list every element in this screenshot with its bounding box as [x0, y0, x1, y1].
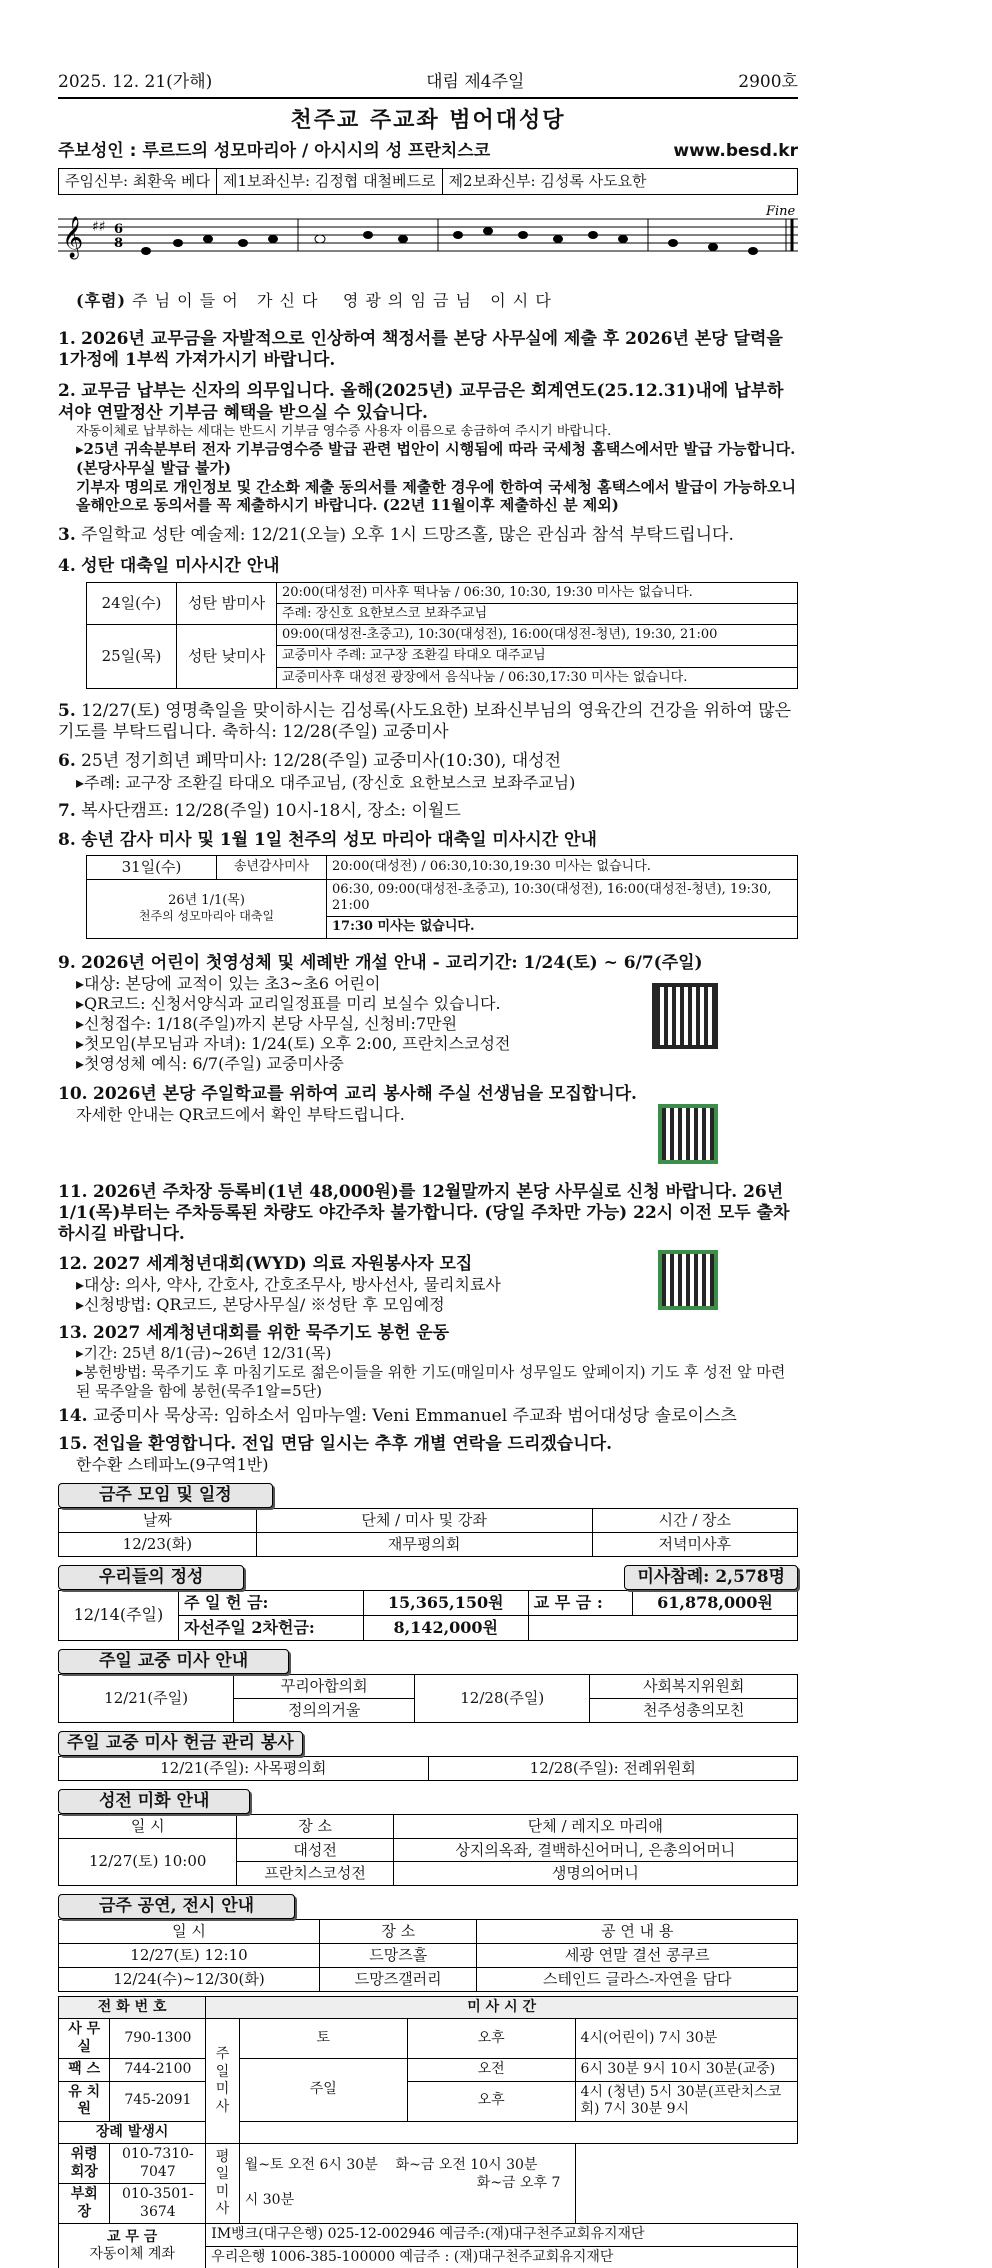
table-cell: 스테인드 글라스-자연을 담다 [477, 1967, 798, 1991]
table-cell: 세광 연말 결선 콩쿠르 [477, 1944, 798, 1968]
svg-text:8: 8 [114, 235, 124, 251]
table-cell: 12/14(주일) [59, 1590, 179, 1640]
cell-line: 월~토 오전 6시 30분 [244, 2157, 378, 2174]
table-header: 단체 / 레지오 마리애 [393, 1814, 797, 1838]
notice-number: 8. [58, 829, 76, 850]
table-row [59, 1756, 798, 1780]
table-cell: 4시 (청년) 5시 30분(프란치스코회) 7시 30분 9시 [575, 2081, 797, 2121]
table-cell: 12/21(주일) [59, 1675, 234, 1723]
table-cell: 팩 스 [59, 2059, 110, 2082]
table-cell: 61,878,000원 [632, 1590, 797, 1615]
table-row [87, 879, 798, 917]
notice-item [58, 1434, 798, 1475]
table-row [59, 2019, 798, 2059]
table-cell: 송년감사미사 [217, 856, 327, 880]
section-title: 금주 공연, 전시 안내 [58, 1894, 295, 1919]
table-cell: 사회복지위원회 [590, 1675, 798, 1699]
table-cell: 8,142,000원 [363, 1615, 528, 1640]
table-cell: 저녁미사후 [592, 1532, 797, 1556]
cell-line: 자동이체 계좌 [89, 2246, 175, 2262]
table-row [59, 1996, 798, 2019]
section-title: 금주 모임 및 일정 [58, 1483, 273, 1508]
notice-number: 15. [58, 1433, 88, 1454]
table-row [59, 2144, 798, 2184]
notice-sub: ▸대상: 의사, 약사, 간호사, 간호조무사, 방사선사, 물리치료사 [76, 1274, 501, 1294]
cell-line: 26년 1/1(목) [168, 893, 245, 908]
notice-sub: ▸신청방법: QR코드, 본당사무실/ ※성탄 후 모임예정 [76, 1294, 445, 1314]
svg-text:♯♯: ♯♯ [92, 218, 106, 235]
notice-text: 2026년 교무금을 자발적으로 인상하여 책정서를 본당 사무실에 제출 후 2026년 본당 달력을 1가정에 1부씩 가져가시기 바랍니다. [58, 328, 783, 370]
table-cell: 24일(수) [87, 582, 177, 625]
table-row [59, 1590, 798, 1615]
liturgical-week: 대림 제4주일 [426, 72, 525, 92]
notice-text: 성탄 대축일 미사시간 안내 [81, 556, 280, 577]
music-staff [58, 205, 798, 283]
table-cell: 성탄 낮미사 [177, 625, 277, 689]
notice-item [58, 953, 798, 1074]
patron-saints: 주보성인 : 루르드의 성모마리아 / 아시시의 성 프란치스코 [58, 140, 491, 161]
qr-code-icon[interactable] [652, 983, 718, 1049]
notice-text: 2027 세계청년대회를 위한 묵주기도 봉헌 운동 [92, 1322, 450, 1343]
cleaning-table [58, 1814, 798, 1886]
table-cell: 드망즈홀 [320, 1944, 477, 1968]
notice-sub: 자동이체로 납부하는 세대는 반드시 기부금 영수증 사용자 이름으로 송금하여 주시기 바랍니다. [76, 423, 612, 439]
qr-code-icon[interactable] [658, 1104, 718, 1164]
notice-sub: ▸첫모임(부모님과 자녀): 1/24(토) 오후 2:00, 프란치스코성전 [76, 1033, 511, 1053]
table-cell: 주례: 장신호 요한보스코 보좌주교님 [277, 603, 798, 624]
section-title: 성전 미화 안내 [58, 1789, 250, 1814]
table-cell: 12/28(주일): 전례위원회 [428, 1756, 798, 1780]
table-cell [206, 2144, 240, 2224]
christmas-mass-table [86, 582, 798, 689]
table-cell: 성탄 밤미사 [177, 582, 277, 625]
notice-sub: 자세한 안내는 QR코드에서 확인 부탁드립니다. [76, 1105, 405, 1124]
table-cell: 745-2091 [110, 2081, 206, 2121]
notice-sub: 기부자 명의로 개인정보 및 간소화 제출 동의서를 제출한 경우에 한하여 국세청 홈택스에서 발급이 가능하오니 올해안으로 동의서를 꼭 제출하시기 바랍니다. (22년 11월이후 제출하신 분 제외) [76, 477, 796, 515]
table-header: 일 시 [59, 1920, 320, 1944]
table-header: 장 소 [237, 1814, 393, 1838]
issue-date: 2025. 12. 21(가해) [58, 72, 213, 92]
table-cell [206, 2019, 240, 2144]
table-header: 장 소 [320, 1920, 477, 1944]
choir-table [58, 1674, 798, 1723]
cell-line: 미사 [215, 2183, 230, 2217]
table-cell: 12/28(주일) [415, 1675, 590, 1723]
newyear-mass-table [86, 855, 798, 939]
notice-item [58, 1254, 798, 1315]
table-row [59, 1838, 798, 1862]
notice-text: 25년 정기희년 폐막미사: 12/28(주일) 교중미사(10:30), 대성전 [81, 751, 562, 772]
table-header: 미 사 시 간 [206, 1996, 798, 2019]
table-cell: 오후 [407, 2081, 575, 2121]
notices-section [58, 329, 798, 1475]
table-cell: 31일(수) [87, 856, 217, 880]
notice-item [58, 830, 798, 851]
issue-number: 2900호 [738, 72, 798, 92]
attendance-label: 미사참례: [637, 1566, 710, 1587]
svg-text:𝄞: 𝄞 [62, 216, 84, 258]
table-header: 시간 / 장소 [592, 1509, 797, 1533]
notice-number: 7. [58, 800, 76, 821]
hymn-lyric-row [76, 291, 798, 311]
table-cell: 유 치 원 [59, 2081, 110, 2121]
table-cell: 주 일 헌 금: [179, 1590, 364, 1615]
assistant-priest-1: 제1보좌신부: 김정협 대철베드로 [217, 169, 443, 194]
table-cell: 12/24(수)~12/30(화) [59, 1967, 320, 1991]
bank-account: IM뱅크(대구은행) 025-12-002946 예금주:(재)대구천주교회유지재단 [206, 2224, 798, 2247]
cell-line: 미사 [215, 2081, 230, 2115]
table-cell: 토 [239, 2019, 407, 2059]
table-cell: 20:00(대성전) / 06:30,10:30,19:30 미사는 없습니다. [327, 856, 798, 880]
table-header: 전 화 번 호 [59, 1996, 206, 2019]
table-header: 날짜 [59, 1509, 257, 1533]
notice-number: 12. [58, 1253, 88, 1274]
table-cell: 17:30 미사는 없습니다. [327, 917, 798, 938]
table-cell: 상지의옥좌, 결백하신어머니, 은총의어머니 [393, 1838, 797, 1862]
table-cell: 15,365,150원 [363, 1590, 528, 1615]
table-header: 단체 / 미사 및 강좌 [256, 1509, 592, 1533]
table-cell: 위령회장 [59, 2144, 110, 2184]
hymn-lyric: 주 님 이 들 어 가 신 다 영 광 의 임 금 님 이 시 다 [132, 291, 552, 310]
table-row [87, 582, 798, 603]
pastor: 주임신부: 최환욱 베다 [59, 169, 217, 194]
notice-text: 2026년 본당 주일학교를 위하여 교리 봉사해 주실 선생님을 모집합니다. [92, 1083, 637, 1104]
offering-table [58, 1590, 798, 1641]
notice-item [58, 556, 798, 577]
table-header: 일 시 [59, 1814, 237, 1838]
notice-item [58, 801, 798, 822]
svg-text:6: 6 [114, 221, 124, 237]
table-cell: 교중미사후 대성전 광장에서 음식나눔 / 06:30,17:30 미사는 없습니다. [277, 667, 798, 688]
table-cell: 교중미사 주례: 교구장 조환길 타대오 대주교님 [277, 646, 798, 667]
notice-sub: ▸25년 귀속분부터 전자 기부금영수증 발급 관련 법안이 시행됨에 따라 국세청 홈택스에서만 발급 가능합니다. (본당사무실 발급 불가) [76, 440, 796, 477]
table-cell: 생명의어머니 [393, 1862, 797, 1886]
notice-number: 1. [58, 328, 76, 349]
table-row [59, 1509, 798, 1533]
meetings-table [58, 1508, 798, 1557]
notice-number: 6. [58, 751, 76, 772]
notice-number: 4. [58, 556, 76, 577]
notice-sub: ▸기간: 25년 8/1(금)~26년 12/31(목) [76, 1344, 332, 1362]
table-cell [87, 879, 327, 938]
table-cell: 12/27(토) 12:10 [59, 1944, 320, 1968]
notice-item [58, 1323, 798, 1401]
notice-sub: ▸주례: 교구장 조환길 타대오 대주교님, (장신호 요한보스코 보좌주교님) [76, 772, 576, 792]
priests-row [58, 168, 798, 195]
table-cell [59, 2224, 206, 2268]
refrain-label: (후렴) [76, 291, 127, 310]
table-cell [528, 1615, 797, 1640]
table-cell: 장례 발생시 [59, 2121, 206, 2144]
notice-item [58, 1084, 798, 1176]
attendance [624, 1565, 798, 1590]
table-cell: 주일 [239, 2059, 407, 2122]
counting-table [58, 1756, 798, 1781]
notice-number: 13. [58, 1322, 88, 1343]
table-cell: 09:00(대성전-초중고), 10:30(대성전), 16:00(대성전-청년), 19:30, 21:00 [277, 625, 798, 646]
cell-line: 천주의 성모마리아 대축일 [138, 909, 275, 924]
table-cell: 자선주일 2차헌금: [179, 1615, 364, 1640]
cell-line: 교 무 금 [106, 2228, 158, 2245]
website-link[interactable]: www.besd.kr [673, 140, 798, 161]
section-title: 주일 교중 미사 안내 [58, 1649, 289, 1674]
notice-number: 9. [58, 952, 76, 973]
notice-sub: ▸첫영성체 예식: 6/7(주일) 교중미사중 [76, 1053, 344, 1073]
notice-item [58, 329, 798, 372]
table-cell: 20:00(대성전) 미사후 떡나눔 / 06:30, 10:30, 19:30 미사는 없습니다. [277, 582, 798, 603]
notice-sub: ▸QR코드: 신청서양식과 교리일정표를 미리 보실수 있습니다. [76, 993, 501, 1013]
cell-line: 화~금 오후 7시 30분 [244, 2174, 561, 2209]
table-cell: 6시 30분 9시 10시 30분(교중) [575, 2059, 797, 2082]
notice-number: 11. [58, 1181, 88, 1202]
bank-account: 우리은행 1006-385-100000 예금주 : (재)대구천주교회유지재단 [206, 2246, 798, 2268]
table-row [59, 1675, 798, 1699]
section-title: 주일 교중 미사 헌금 관리 봉사 [58, 1731, 303, 1756]
notice-number: 3. [58, 525, 76, 545]
table-cell: 06:30, 09:00(대성전-초중고), 10:30(대성전), 16:00(대성전-청년), 19:30, 21:00 [327, 879, 798, 917]
notice-number: 10. [58, 1083, 88, 1104]
table-cell: 정의의거울 [234, 1698, 415, 1722]
attendance-value: 2,578명 [715, 1566, 785, 1587]
assistant-priest-2: 제2보좌신부: 김성록 사도요한 [448, 172, 647, 190]
table-row [59, 1920, 798, 1944]
notice-item [58, 381, 798, 515]
table-cell: 25일(목) [87, 625, 177, 689]
table-cell: 12/21(주일): 사목평의회 [59, 1756, 429, 1780]
contact-mass-table [58, 1996, 798, 2268]
table-cell: 12/23(화) [59, 1532, 257, 1556]
table-cell: 교 무 금 : [528, 1590, 632, 1615]
table-cell: 드망즈갤러리 [320, 1967, 477, 1991]
notice-item [58, 751, 798, 792]
header-bar [58, 0, 798, 99]
table-row [59, 1814, 798, 1838]
notice-text: 2026년 어린이 첫영성체 및 세례반 개설 안내 - 교리기간: 1/24(토) ~ 6/7(주일) [81, 952, 703, 973]
table-cell: 오후 [407, 2019, 575, 2059]
table-row [87, 625, 798, 646]
notice-sub: ▸대상: 본당에 교적이 있는 초3~초6 어린이 [76, 973, 381, 993]
fine-mark: Fine [766, 204, 796, 219]
section-title: 우리들의 정성 [58, 1565, 244, 1590]
offering-header [58, 1557, 798, 1590]
table-row [59, 2121, 798, 2144]
table-cell: 사 무 실 [59, 2019, 110, 2059]
notice-number: 14. [58, 1406, 88, 1427]
table-cell: 12/27(토) 10:00 [59, 1838, 237, 1886]
notice-text: 전입을 환영합니다. 전입 면담 일시는 추후 개별 연락을 드리겠습니다. [92, 1433, 612, 1454]
notice-sub: ▸봉헌방법: 묵주기도 후 마침기도로 젊은이들을 위한 기도(매일미사 성무일도 앞페이지) 기도 후 성전 앞 마련된 묵주알을 함에 봉헌(묵주1알=5단) [76, 1362, 786, 1400]
table-cell: 오전 [407, 2059, 575, 2082]
cell-line: 주일 [215, 2046, 230, 2080]
notice-text: 교무금 납부는 신자의 의무입니다. 올해(2025년) 교무금은 회계연도(25.12.31)내에 납부하셔야 연말정산 기부금 혜택을 받으실 수 있습니다. [58, 381, 784, 423]
table-cell [239, 2144, 575, 2224]
notice-text: 복사단캠프: 12/28(주일) 10시-18시, 장소: 이월드 [81, 800, 461, 821]
notice-item [58, 1182, 798, 1246]
table-cell: 790-1300 [110, 2019, 206, 2059]
cell-line: 화~금 오전 10시 30분 [395, 2157, 538, 2174]
table-row [59, 2059, 798, 2082]
qr-code-icon[interactable] [658, 1250, 718, 1310]
table-cell: 재무평의회 [256, 1532, 592, 1556]
table-cell: 010-7310-7047 [110, 2144, 206, 2184]
notice-item [58, 701, 798, 744]
table-cell: 부회장 [59, 2184, 110, 2224]
table-row [59, 1944, 798, 1968]
bulletin [58, 0, 798, 2268]
hymn-score [58, 205, 798, 315]
table-row [59, 1967, 798, 1991]
patron-line [58, 141, 798, 162]
table-cell: 4시(어린이) 7시 30분 [575, 2019, 797, 2059]
notice-text: 2026년 주차장 등록비(1년 48,000원)를 12월말까지 본당 사무실로 신청 바랍니다. 26년 1/1(목)부터는 주차등록된 차량도 야간주차 불가합니다. (당일 주차만 가능) 22시 이전 모두 출차하시길 바랍니다. [58, 1181, 790, 1245]
notice-sub: ▸신청접수: 1/18(주일)까지 본당 사무실, 신청비:7만원 [76, 1013, 458, 1033]
notice-text: 2027 세계청년대회(WYD) 의료 자원봉사자 모집 [92, 1253, 473, 1274]
table-row [87, 856, 798, 880]
table-row [59, 2224, 798, 2247]
notice-text: 12/27(토) 영명축일을 맞이하시는 김성록(사도요한) 보좌신부님의 영육간의 건강을 위하여 많은 기도를 부탁드립니다. 축하식: 12/28(주일) 교중미사 [58, 700, 792, 742]
events-table [58, 1919, 798, 1991]
table-row [59, 2081, 798, 2121]
notice-sub: 한수환 스테파노(9구역1반) [76, 1454, 269, 1474]
table-cell: 010-3501-3674 [110, 2184, 206, 2224]
notice-item [58, 525, 798, 546]
notice-number: 5. [58, 700, 76, 721]
notice-text: 송년 감사 미사 및 1월 1일 천주의 성모 마리아 대축일 미사시간 안내 [81, 829, 597, 850]
notice-text: 주일학교 성탄 예술제: 12/21(오늘) 오후 1시 드망즈홀, 많은 관심과 참석 부탁드립니다. [81, 525, 734, 545]
notice-item [58, 1406, 798, 1427]
table-cell: 744-2100 [110, 2059, 206, 2082]
table-cell [239, 2121, 797, 2144]
table-cell: 꾸리아합의회 [234, 1675, 415, 1699]
notice-text: 교중미사 묵상곡: 임하소서 임마누엘: Veni Emmanuel 주교좌 범어대성당 솔로이스츠 [92, 1406, 737, 1427]
table-row [59, 1532, 798, 1556]
table-header: 공 연 내 용 [477, 1920, 798, 1944]
table-cell: 천주성총의모친 [590, 1698, 798, 1722]
cell-line: 평일 [215, 2148, 230, 2182]
table-cell: 대성전 [237, 1838, 393, 1862]
notice-number: 2. [58, 381, 76, 402]
church-name: 천주교 주교좌 범어대성당 [290, 108, 566, 134]
table-cell: 프란치스코성전 [237, 1862, 393, 1886]
